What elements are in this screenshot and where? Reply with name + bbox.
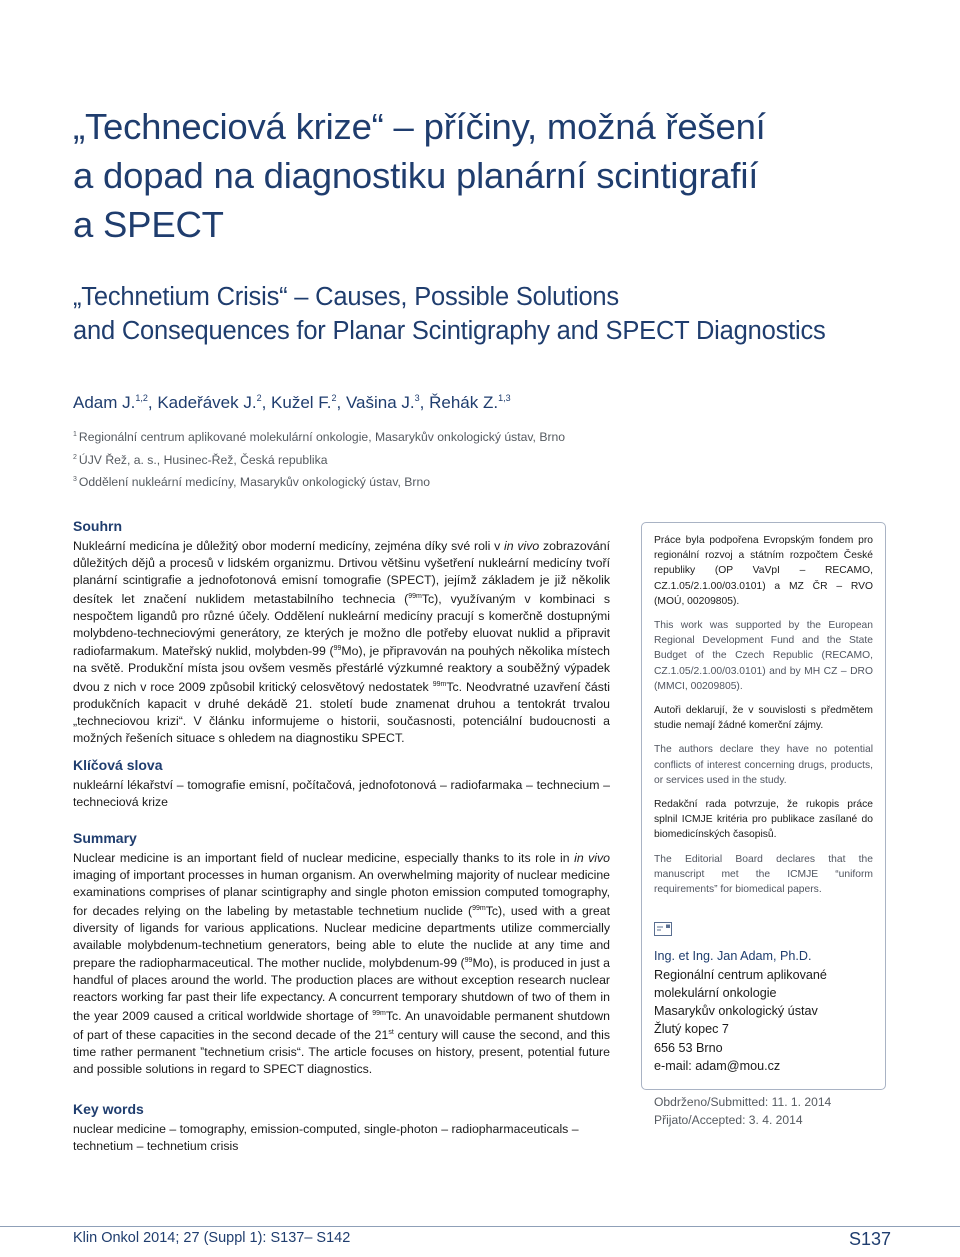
summary-italic: in vivo xyxy=(574,851,611,865)
author-name: Vašina J. xyxy=(345,393,415,412)
isotope-superscript: 99m xyxy=(408,592,422,600)
icmje-cz: Redakční rada potvrzuje, že rukopis práce splnil ICMJE kritéria pro publikace zasílané do biomedicínských časopisů. xyxy=(654,799,873,841)
author-affiliation-marker: 1,3 xyxy=(498,393,511,403)
author-affiliation-marker: 2 xyxy=(331,393,337,403)
affiliation-number: 2 xyxy=(73,453,77,461)
souhrn-fragment: Mo), je připravován na pouhých několika místech na světě. Produkční místa jsou ovšem vesměs přestárlé výzkumné reaktory a souběžný výpadek dvou z nich v roce 2009 způsobil kritický celosvětový nedostatek xyxy=(73,644,610,695)
key-words-text: nuclear medicine – tomography, emission-computed, single-photon – radiopharmaceuticals – technetium – technetium crisis xyxy=(73,1122,579,1153)
souhrn-fragment: Nukleární medicína je důležitý obor moderní medicíny, zejména díky své roli v xyxy=(73,539,505,553)
isotope-superscript: 99m xyxy=(372,1010,386,1018)
author-separator: , xyxy=(261,393,272,412)
affiliation-text: Regionální centrum aplikované molekulární onkologie, Masarykův onkologický ústav, Brno xyxy=(78,430,566,444)
affiliation-item xyxy=(73,470,673,493)
souhrn-fragment: Tc), využívaným v kombinaci s nespočtem ligandů pro různé účely. Oddělení nukleární medicíny pracují s komerčně dostupnými molybdeno-techneciovými generátory, ze kterých je možno dle potřeby eluovat nuklid a připravit radiofarmakum. Mateřský nuklid, molybden-99 ( xyxy=(73,591,610,659)
klicova-slova-section xyxy=(73,756,610,811)
affiliation-list xyxy=(73,425,673,493)
author-separator: , xyxy=(336,393,346,412)
affiliation-number: 3 xyxy=(73,476,77,483)
summary-fragment: Tc), used with a great diversity of ligands for various applications. Nuclear medicine departments utilize commercially available molybdenum-technetium generators, being able to elute the nuclide at any time and prepare the radiopharmaceutical. The mother nuclide, molybdenum-99 ( xyxy=(73,903,610,971)
summary-fragment: Tc. An unavoidable permanent shutdown of part of these capacities in the second decade of the 21 xyxy=(73,1009,610,1043)
article-dates xyxy=(654,1093,873,1129)
contact-name: Ing. et Ing. Jan Adam, Ph.D. xyxy=(654,949,812,964)
ordinal-superscript: st xyxy=(388,1029,394,1037)
author-affiliation-marker: 2 xyxy=(256,393,262,403)
author-separator: , xyxy=(147,393,158,412)
summary-text xyxy=(73,850,610,1078)
article-subtitle xyxy=(73,280,933,348)
summary-fragment: Mo), is produced in just a handful of places around the world. The production places are without exception research nuclear reactors working far past their life expectancy. A concurrent temporary shutdown of two of them in the year 2009 caused a critical worldwide shortage of xyxy=(73,956,610,1024)
author-affiliation-marker: 3 xyxy=(414,393,420,403)
title-line-3: a SPECT xyxy=(73,204,224,245)
contact-line: Masarykův onkologický ústav xyxy=(654,1004,818,1019)
funding-cz: Práce byla podpořena Evropským fondem pro regionální rozvoj a státním rozpočtem České republiky (OP VaVpI – RECAMO, CZ.1.05/2.1.00/03.0101) a MZ ČR – RVO (MOÚ, 00209805). xyxy=(654,535,873,607)
author-name: Kadeřávek J. xyxy=(157,393,257,412)
page-number: S137 xyxy=(849,1229,892,1249)
summary-heading: Summary xyxy=(73,830,137,846)
key-words-section xyxy=(73,1100,610,1155)
affiliation-text: Oddělení nukleární medicíny, Masarykův onkologický ústav, Brno xyxy=(78,475,431,489)
souhrn-heading: Souhrn xyxy=(73,518,122,534)
accepted-date: Přijato/Accepted: 3. 4. 2014 xyxy=(654,1113,803,1128)
contact-line: Regionální centrum aplikované xyxy=(654,967,827,982)
contact-line: Žlutý kopec 7 xyxy=(654,1022,729,1037)
envelope-icon xyxy=(654,922,672,936)
isotope-superscript: 99 xyxy=(333,645,342,653)
author-separator: , xyxy=(419,393,430,412)
affiliation-text: ÚJV Řež, a. s., Husinec-Řež, Česká republika xyxy=(78,452,328,467)
klicova-slova-heading: Klíčová slova xyxy=(73,757,163,773)
submitted-date: Obdrženo/Submitted: 11. 1. 2014 xyxy=(654,1095,832,1110)
souhrn-italic: in vivo xyxy=(504,539,540,553)
icmje-en: The Editorial Board declares that the manuscript met the ICMJE “uniform requirements” for biomedical papers. xyxy=(654,853,873,896)
affiliation-item xyxy=(73,425,673,448)
author-affiliation-marker: 1,2 xyxy=(135,393,148,403)
affiliation-number: 1 xyxy=(73,431,77,438)
contact-email: e-mail: adam@mou.cz xyxy=(654,1059,781,1074)
summary-fragment: century will cause the second, and this time rather permanent ˮtechnetium crisis“. The article focuses on history, present, potential future and possible solutions in regard to SPECT diagnostics. xyxy=(73,1028,611,1076)
subtitle-line-2: and Consequences for Planar Scintigraphy and SPECT Diagnostics xyxy=(73,317,826,345)
souhrn-section xyxy=(73,517,610,747)
subtitle-line-1: „Technetium Crisis“ – Causes, Possible Solutions xyxy=(73,283,619,311)
affiliation-item xyxy=(73,448,673,471)
klicova-slova-text: nukleární lékařství – tomografie emisní, počítačová, jednofotonová – radiofarmaka – technecium – techneciová krize xyxy=(73,778,610,809)
contact-line: 656 53 Brno xyxy=(654,1040,723,1055)
conflict-en: The authors declare they have no potential conflicts of interest concerning drugs, products, or services used in the study. xyxy=(654,744,873,786)
author-name: Řehák Z. xyxy=(429,393,499,412)
summary-fragment: imaging of important processes in human organism. An overwhelming majority of nuclear medicine examinations comprises of planar scintigraphy and single photon emission computed tomography, for decades relying on the labeling by metastable technetium nuclide ( xyxy=(73,867,610,918)
isotope-superscript: 99m xyxy=(432,681,447,689)
article-title xyxy=(73,102,913,249)
author-name: Adam J. xyxy=(73,393,136,412)
corresponding-author xyxy=(654,947,873,1075)
conflict-cz: Autoři deklarují, že v souvislosti s předmětem studie nemají žádné komerční zájmy. xyxy=(654,705,873,732)
footer-divider xyxy=(0,1226,960,1227)
souhrn-fragment: zobrazování důležitých dějů a procesů v lidském organizmu. Drtivou většinu vyšetření nukleární medicíny tvoří planární scintigrafie a jednofotonová emisní tomografie (SPECT), jejímž základem je již několik desítek let značení nuklidem metastabilního technecia ( xyxy=(73,539,610,606)
summary-section xyxy=(73,829,610,1078)
author-list xyxy=(73,393,511,413)
contact-line: molekulární onkologie xyxy=(654,985,777,1000)
souhrn-fragment: Tc. Neodvratné uzavření části produkčních kapacit v druhé dekádě 21. století bude znamenat druhou a tentokrát trvalou „techneciovou krizi“. V článku informujeme o historii, současnosti, potenciální budoucnosti a možných řešeních situace s ohledem na diagnostiku SPECT. xyxy=(73,680,610,745)
title-line-2: a dopad na diagnostiku planární scintigrafií xyxy=(73,155,759,196)
author-name: Kužel F. xyxy=(271,393,332,412)
funding-en: This work was supported by the European Regional Development Fund and the State Budget of the Czech Republic (RECAMO, CZ.1.05/2.1.00/03.0101) and by MH CZ – DRO (MMCI, 00209805). xyxy=(654,620,873,692)
isotope-superscript: 99m xyxy=(472,904,486,912)
isotope-superscript: 99 xyxy=(464,957,473,965)
info-sidebar xyxy=(641,522,886,1128)
title-line-1: „Techneciová krize“ – příčiny, možná řešení xyxy=(73,106,766,147)
summary-fragment: Nuclear medicine is an important field of nuclear medicine, especially thanks to its role in xyxy=(73,851,575,865)
journal-citation: Klin Onkol 2014; 27 (Suppl 1): S137– S142 xyxy=(73,1230,351,1246)
souhrn-text xyxy=(73,538,610,747)
key-words-heading: Key words xyxy=(73,1101,144,1117)
